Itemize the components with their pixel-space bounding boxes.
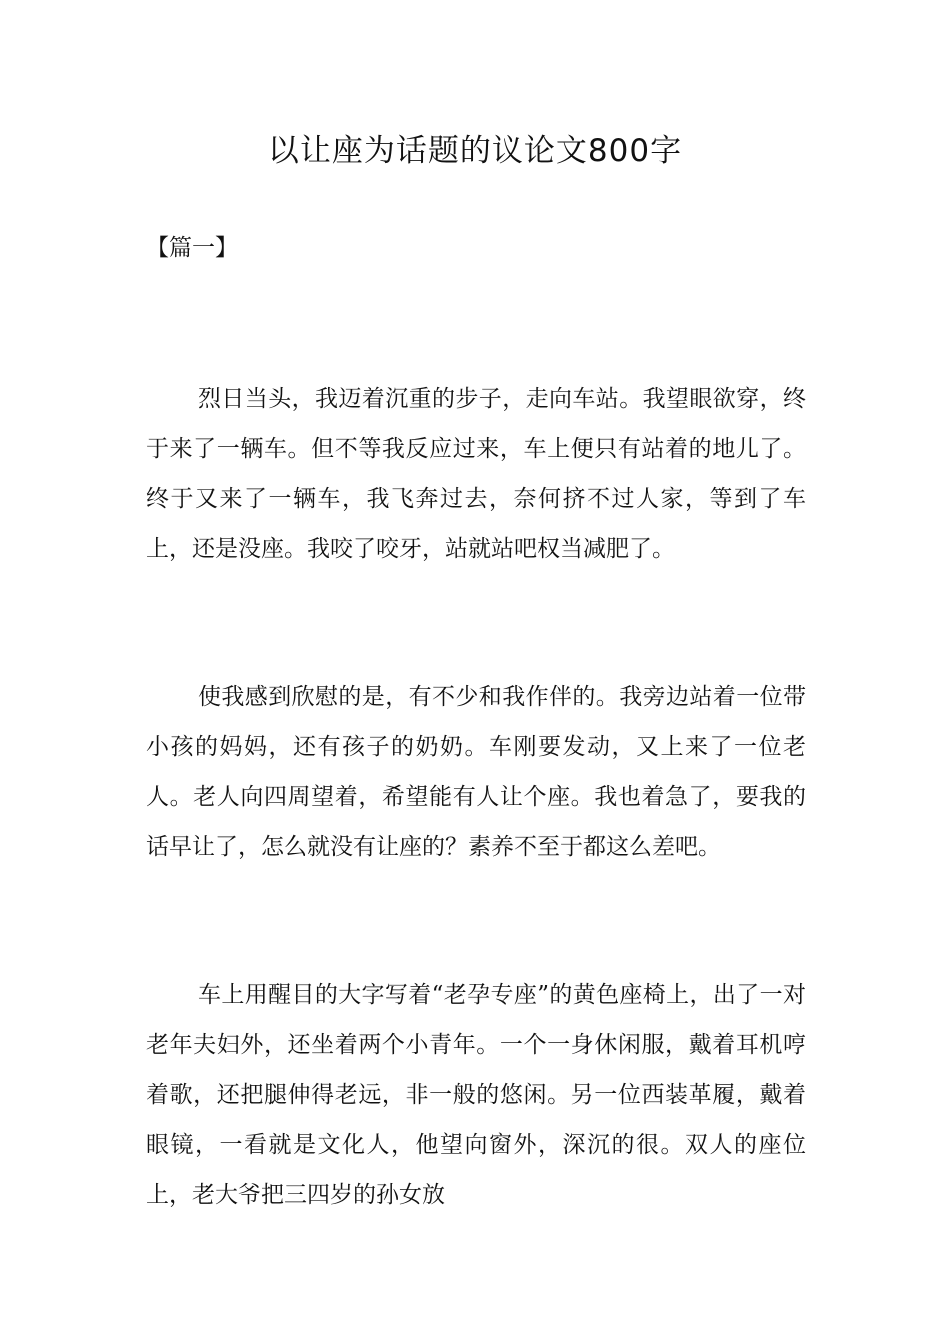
body-paragraph: 车上用醒目的大字写着“老孕专座”的黄色座椅上，出了一对老年夫妇外，还坐着两个小青年。一个一身休闲服，戴着耳机哼着歌，还把腿伸得老远，非一般的悠闲。另一位西装革履，戴着眼镜，一看就是文化人，他望向窗外，深沉的很。双人的座位上，老大爷把三四岁的孙女放 [146,982,806,1208]
body-paragraph: 使我感到欣慰的是，有不少和我作伴的。我旁边站着一位带小孩的妈妈，还有孩子的奶奶。车刚要发动，又上来了一位老人。老人向四周望着，希望能有人让个座。我也着急了，要我的话早让了，怎么就没有让座的？素养不至于都这么差吧。 [146,684,806,860]
section-label: 【篇一】 [146,235,238,261]
body-paragraph: 烈日当头，我迈着沉重的步子，走向车站。我望眼欲穿，终于来了一辆车。但不等我反应过来，车上便只有站着的地儿了。终于又来了一辆车，我飞奔过去，奈何挤不过人家，等到了车上，还是没座。我咬了咬牙，站就站吧权当减肥了。 [146,386,806,562]
document-title: 以让座为话题的议论文800字 [267,133,683,169]
